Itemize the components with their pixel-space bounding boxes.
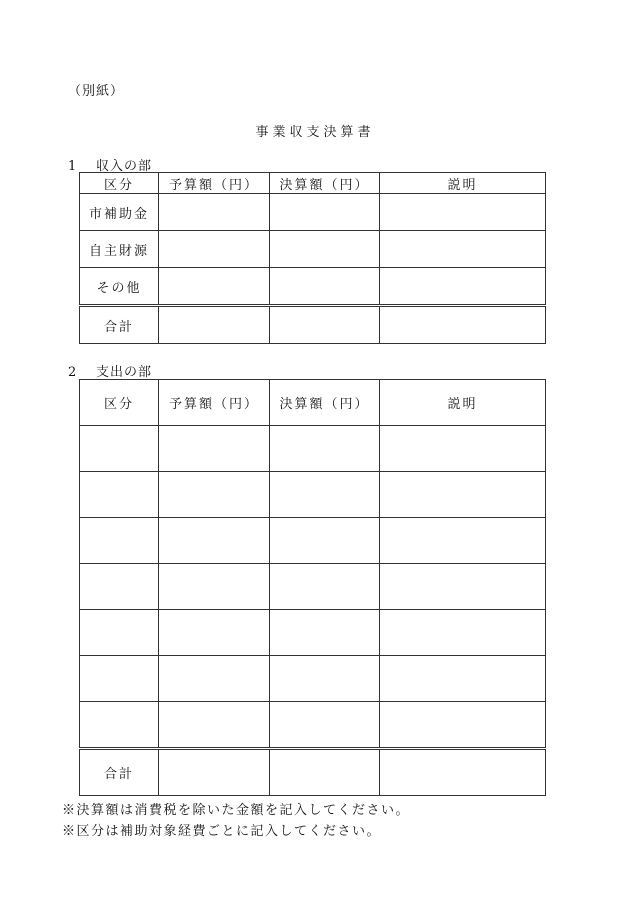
income-total-label: 合計: [80, 306, 159, 344]
income-col-actual: 決算額（円）: [270, 173, 380, 194]
expense-budget-cell[interactable]: [159, 564, 270, 610]
income-category-cell: 自主財源: [80, 231, 159, 268]
table-row: [80, 656, 546, 702]
income-table: [79, 172, 546, 344]
expense-category-cell[interactable]: [80, 518, 159, 564]
expense-category-cell[interactable]: [80, 702, 159, 749]
expense-section-heading: [68, 361, 152, 380]
expense-description-cell[interactable]: [380, 518, 546, 564]
expense-header-row: [80, 380, 546, 426]
table-row: [80, 518, 546, 564]
expense-actual-cell[interactable]: [270, 656, 380, 702]
expense-total-budget-cell[interactable]: [159, 749, 270, 796]
table-row: [80, 426, 546, 472]
income-description-cell[interactable]: [380, 194, 546, 231]
income-category-cell: 市補助金: [80, 194, 159, 231]
income-header-row: [80, 173, 546, 194]
expense-budget-cell[interactable]: [159, 518, 270, 564]
expense-total-label: 合計: [80, 749, 159, 796]
document-title: 事業収支決算書: [255, 125, 375, 140]
table-row: [80, 268, 546, 306]
table-row: [80, 231, 546, 268]
expense-actual-cell[interactable]: [270, 564, 380, 610]
table-row: [80, 194, 546, 231]
income-actual-cell[interactable]: [270, 268, 380, 306]
table-row: [80, 472, 546, 518]
expense-category-cell[interactable]: [80, 472, 159, 518]
expense-table: [79, 379, 546, 796]
expense-category-cell[interactable]: [80, 564, 159, 610]
note-tax-exclusion: ※決算額は消費税を除いた金額を記入してください。: [62, 803, 411, 818]
expense-description-cell[interactable]: [380, 564, 546, 610]
expense-section-title: 支出の部: [96, 365, 153, 380]
income-actual-cell[interactable]: [270, 194, 380, 231]
income-section-title: 収入の部: [96, 159, 153, 174]
expense-actual-cell[interactable]: [270, 518, 380, 564]
income-description-cell[interactable]: [380, 231, 546, 268]
income-budget-cell[interactable]: [159, 268, 270, 306]
expense-budget-cell[interactable]: [159, 610, 270, 656]
expense-section-number: 2: [68, 365, 78, 380]
income-budget-cell[interactable]: [159, 231, 270, 268]
expense-budget-cell[interactable]: [159, 426, 270, 472]
table-row: [80, 564, 546, 610]
expense-category-cell[interactable]: [80, 610, 159, 656]
table-row: [80, 610, 546, 656]
income-total-description-cell[interactable]: [380, 306, 546, 344]
expense-description-cell[interactable]: [380, 702, 546, 749]
expense-actual-cell[interactable]: [270, 702, 380, 749]
income-total-budget-cell[interactable]: [159, 306, 270, 344]
income-total-actual-cell[interactable]: [270, 306, 380, 344]
expense-total-row: [80, 749, 546, 796]
income-col-budget: 予算額（円）: [159, 173, 270, 194]
expense-budget-cell[interactable]: [159, 472, 270, 518]
expense-total-actual-cell[interactable]: [270, 749, 380, 796]
attachment-label: （別紙）: [68, 84, 125, 99]
income-col-description: 説明: [380, 173, 546, 194]
expense-actual-cell[interactable]: [270, 610, 380, 656]
expense-budget-cell[interactable]: [159, 702, 270, 749]
income-col-category: 区分: [80, 173, 159, 194]
expense-col-category: 区分: [80, 380, 159, 426]
income-total-row: [80, 306, 546, 344]
expense-col-budget: 予算額（円）: [159, 380, 270, 426]
expense-description-cell[interactable]: [380, 472, 546, 518]
table-row: [80, 702, 546, 749]
expense-col-actual: 決算額（円）: [270, 380, 380, 426]
expense-actual-cell[interactable]: [270, 472, 380, 518]
income-category-cell: その他: [80, 268, 159, 306]
expense-description-cell[interactable]: [380, 656, 546, 702]
income-budget-cell[interactable]: [159, 194, 270, 231]
expense-total-description-cell[interactable]: [380, 749, 546, 796]
expense-actual-cell[interactable]: [270, 426, 380, 472]
expense-category-cell[interactable]: [80, 656, 159, 702]
expense-category-cell[interactable]: [80, 426, 159, 472]
income-actual-cell[interactable]: [270, 231, 380, 268]
expense-description-cell[interactable]: [380, 426, 546, 472]
expense-description-cell[interactable]: [380, 610, 546, 656]
income-section-number: 1: [68, 159, 78, 174]
expense-budget-cell[interactable]: [159, 656, 270, 702]
income-description-cell[interactable]: [380, 268, 546, 306]
note-category-instruction: ※区分は補助対象経費ごとに記入してください。: [62, 824, 382, 839]
expense-col-description: 説明: [380, 380, 546, 426]
notes: [62, 800, 410, 842]
